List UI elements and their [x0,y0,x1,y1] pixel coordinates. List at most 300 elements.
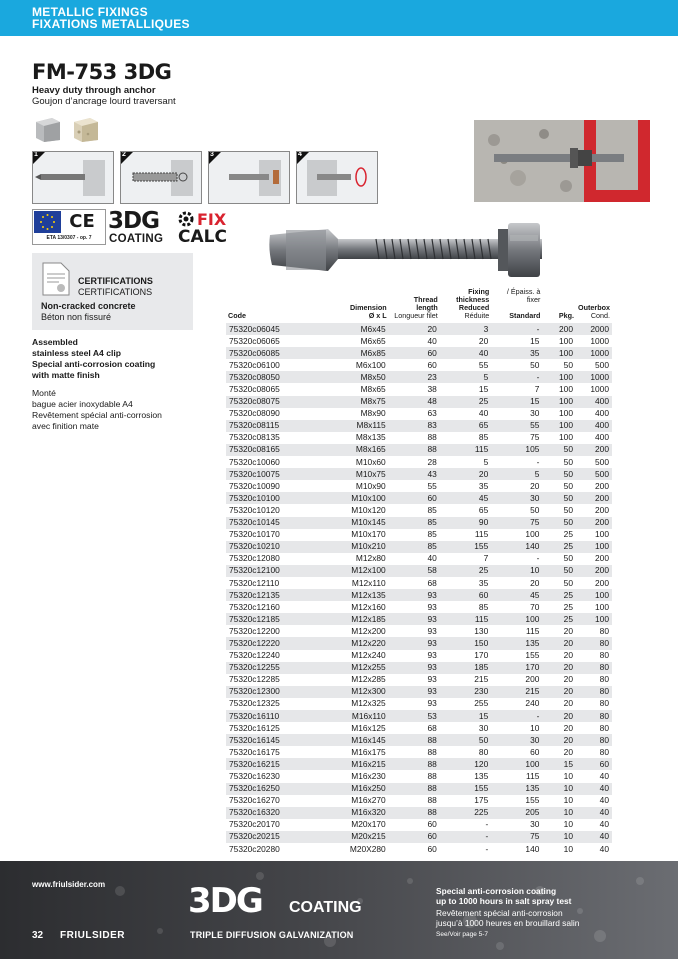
cell-dimension: M12x285 [311,674,389,686]
cell-outerbox: 60 [576,758,612,770]
table-row [226,347,612,359]
cell-reduced: 185 [440,662,491,674]
page-footer [0,861,678,959]
table-row [226,843,612,855]
cell-reduced: 55 [440,359,491,371]
cell-reduced: 115 [440,529,491,541]
table-row [226,408,612,420]
cell-standard: 105 [491,444,542,456]
concrete-type-fr: Béton non fissuré [41,312,112,322]
table-row [226,553,612,565]
cell-pkg: 10 [542,843,576,855]
install-step-2 [120,151,202,204]
cell-reduced: 15 [440,383,491,395]
cell-reduced: - [440,843,491,855]
cell-reduced: 40 [440,347,491,359]
cell-pkg: 10 [542,783,576,795]
cell-pkg: 50 [542,504,576,516]
cell-outerbox: 100 [576,529,612,541]
cell-code: 75320c12100 [226,565,311,577]
cell-reduced: 155 [440,783,491,795]
cell-outerbox: 200 [576,444,612,456]
cell-outerbox: 80 [576,722,612,734]
cell-pkg: 20 [542,674,576,686]
3dg-coating-label: COATING [109,233,164,245]
cell-outerbox: 80 [576,734,612,746]
install-step-3 [208,151,290,204]
ce-certificate-badge [32,209,106,245]
cell-outerbox: 400 [576,396,612,408]
cell-code: 75320c16175 [226,746,311,758]
cell-pkg: 100 [542,347,576,359]
table-row [226,504,612,516]
cell-outerbox: 1000 [576,383,612,395]
table-row [226,456,612,468]
cell-standard: 30 [491,492,542,504]
cell-outerbox: 200 [576,504,612,516]
cell-code: 75320c10090 [226,480,311,492]
cell-standard: 15 [491,396,542,408]
table-row [226,371,612,383]
cell-reduced: 115 [440,444,491,456]
description-fr-line: bague acier inoxydable A4 [32,399,133,409]
calc-label: CALC [178,227,227,247]
cell-pkg: 20 [542,686,576,698]
3dg-coating-logo: 3DG [108,208,159,234]
cell-dimension: M16x125 [311,722,389,734]
cell-pkg: 10 [542,807,576,819]
footer-tagline: TRIPLE DIFFUSION GALVANIZATION [190,930,354,940]
description-fr-line: avec finition mate [32,421,99,431]
cell-outerbox: 1000 [576,347,612,359]
cell-thread: 40 [389,335,440,347]
fix-label: FIX [197,210,227,229]
cell-pkg: 10 [542,831,576,843]
cell-code: 75320c16110 [226,710,311,722]
certifications-title-en: CERTIFICATIONS [78,276,153,286]
cell-outerbox: 100 [576,589,612,601]
cell-outerbox: 100 [576,613,612,625]
cell-thread: 88 [389,795,440,807]
col-dimension: Dimension Ø x L [311,287,389,323]
col-pkg: Pkg. [542,287,576,323]
cell-standard: 35 [491,347,542,359]
cell-thread: 63 [389,408,440,420]
cell-reduced: 20 [440,335,491,347]
cell-reduced: 5 [440,456,491,468]
cell-dimension: M16x145 [311,734,389,746]
cell-thread: 93 [389,613,440,625]
cell-reduced: 20 [440,468,491,480]
cell-code: 75320c20170 [226,819,311,831]
cell-code: 75320c10100 [226,492,311,504]
cell-pkg: 50 [542,456,576,468]
cell-code: 75320c12255 [226,662,311,674]
cell-outerbox: 80 [576,637,612,649]
cell-outerbox: 80 [576,625,612,637]
cell-thread: 53 [389,710,440,722]
cell-code: 75320c10120 [226,504,311,516]
cell-code: 75320c10075 [226,468,311,480]
cell-code: 75320c12185 [226,613,311,625]
eu-flag-icon [34,211,61,233]
cell-code: 75320c20280 [226,843,311,855]
cell-code: 75320c08115 [226,420,311,432]
cell-dimension: M12x220 [311,637,389,649]
cell-dimension: M6x65 [311,335,389,347]
cell-standard: 155 [491,795,542,807]
cell-dimension: M16x175 [311,746,389,758]
cell-reduced: 225 [440,807,491,819]
cell-code: 75320c16230 [226,770,311,782]
cell-reduced: 85 [440,601,491,613]
table-row [226,831,612,843]
table-row [226,480,612,492]
cell-dimension: M12x110 [311,577,389,589]
table-row [226,819,612,831]
cell-outerbox: 2000 [576,323,612,336]
cell-code: 75320c12240 [226,650,311,662]
footer-coating-line-en2: up to 1000 hours in salt spray test [436,896,572,906]
cell-reduced: 7 [440,553,491,565]
cell-pkg: 25 [542,529,576,541]
cell-thread: 83 [389,420,440,432]
cell-pkg: 50 [542,577,576,589]
cell-code: 75320c12160 [226,601,311,613]
cell-thread: 88 [389,444,440,456]
cell-thread: 20 [389,323,440,336]
cell-reduced: 25 [440,396,491,408]
cell-code: 75320c12200 [226,625,311,637]
cell-thread: 60 [389,831,440,843]
cell-thread: 60 [389,819,440,831]
cell-reduced: 40 [440,408,491,420]
cell-thread: 93 [389,625,440,637]
table-row [226,541,612,553]
section-title-en: METALLIC FIXINGS [32,5,148,19]
cell-pkg: 25 [542,541,576,553]
cell-standard: 30 [491,734,542,746]
cell-code: 75320c08065 [226,383,311,395]
cell-dimension: M12x300 [311,686,389,698]
cell-code: 75320c16125 [226,722,311,734]
cell-standard: 215 [491,686,542,698]
cell-pkg: 50 [542,492,576,504]
cell-dimension: M8x135 [311,432,389,444]
table-row [226,444,612,456]
product-spec-table [226,287,612,855]
cell-thread: 93 [389,601,440,613]
cell-thread: 88 [389,783,440,795]
cell-thread: 88 [389,734,440,746]
product-subtitle-fr: Goujon d’ancrage lourd traversant [32,96,176,107]
cell-standard: 30 [491,819,542,831]
cell-outerbox: 1000 [576,335,612,347]
cell-reduced: 85 [440,432,491,444]
cell-thread: 85 [389,529,440,541]
col-code: Code [226,287,311,323]
table-row [226,746,612,758]
cell-reduced: 80 [440,746,491,758]
cell-pkg: 10 [542,795,576,807]
cell-standard: 60 [491,746,542,758]
concrete-type-en: Non-cracked concrete [41,301,136,311]
cell-reduced: 170 [440,650,491,662]
cell-reduced: 90 [440,517,491,529]
cell-code: 75320c16250 [226,783,311,795]
cell-thread: 93 [389,698,440,710]
cell-code: 75320c10170 [226,529,311,541]
tighten-icon [297,152,377,203]
cell-standard: 135 [491,637,542,649]
table-row [226,770,612,782]
cell-standard: 10 [491,565,542,577]
cell-reduced: 30 [440,722,491,734]
cell-reduced: 230 [440,686,491,698]
cell-thread: 48 [389,396,440,408]
footer-3dg-logo: 3DG [188,881,262,921]
cell-standard: 170 [491,662,542,674]
cell-outerbox: 80 [576,746,612,758]
footer-coating-line-en1: Special anti-corrosion coating [436,886,557,896]
cell-outerbox: 80 [576,698,612,710]
cell-code: 75320c08135 [226,432,311,444]
table-row [226,468,612,480]
cell-dimension: M16x110 [311,710,389,722]
cell-thread: 58 [389,565,440,577]
cell-pkg: 20 [542,710,576,722]
cell-outerbox: 100 [576,601,612,613]
cell-dimension: M12x100 [311,565,389,577]
cell-pkg: 20 [542,698,576,710]
cell-pkg: 50 [542,359,576,371]
table-row [226,625,612,637]
col-fixing-standard: / Épaiss. à fixer Standard [491,287,542,323]
cell-outerbox: 1000 [576,371,612,383]
cell-standard: 200 [491,674,542,686]
gear-icon [178,211,194,227]
cell-code: 75320c12325 [226,698,311,710]
table-row [226,577,612,589]
cell-dimension: M10x145 [311,517,389,529]
cell-reduced: 60 [440,589,491,601]
cell-pkg: 10 [542,770,576,782]
cell-standard: 155 [491,650,542,662]
cell-pkg: 100 [542,335,576,347]
description-en-line: Special anti-corrosion coating [32,359,156,369]
table-row [226,758,612,770]
eta-reference: ETA 13/0307 - op. 7 [46,235,92,241]
footer-coating-line-fr1: Revêtement spécial anti-corrosion [436,908,563,918]
table-row [226,359,612,371]
table-row [226,637,612,649]
cell-dimension: M8x75 [311,396,389,408]
cell-pkg: 200 [542,323,576,336]
cell-outerbox: 200 [576,480,612,492]
cell-reduced: - [440,831,491,843]
cell-standard: - [491,710,542,722]
cell-code: 75320c16145 [226,734,311,746]
cell-outerbox: 40 [576,819,612,831]
concrete-material-icon [32,114,62,144]
cell-outerbox: 80 [576,674,612,686]
cell-dimension: M10x90 [311,480,389,492]
cell-code: 75320c20215 [226,831,311,843]
cell-code: 75320c08075 [226,396,311,408]
cell-code: 75320c08050 [226,371,311,383]
cell-code: 75320c06085 [226,347,311,359]
cell-outerbox: 400 [576,420,612,432]
cell-outerbox: 200 [576,577,612,589]
cell-dimension: M12x240 [311,650,389,662]
cell-pkg: 50 [542,553,576,565]
cell-standard: 140 [491,843,542,855]
cell-pkg: 25 [542,613,576,625]
product-subtitle-en: Heavy duty through anchor [32,85,156,96]
cell-reduced: 215 [440,674,491,686]
cell-thread: 93 [389,650,440,662]
cell-reduced: 255 [440,698,491,710]
cell-standard: 45 [491,589,542,601]
cell-reduced: 150 [440,637,491,649]
table-row [226,710,612,722]
brand-name: FRIULSIDER [60,930,125,941]
cell-standard: 140 [491,541,542,553]
cell-pkg: 20 [542,637,576,649]
cell-outerbox: 40 [576,807,612,819]
cell-dimension: M12x80 [311,553,389,565]
cell-dimension: M16x270 [311,795,389,807]
table-row [226,335,612,347]
cell-thread: 43 [389,468,440,480]
cell-thread: 28 [389,456,440,468]
cell-reduced: 65 [440,420,491,432]
cell-standard: - [491,323,542,336]
cell-pkg: 100 [542,408,576,420]
cell-thread: 68 [389,577,440,589]
cell-thread: 55 [389,480,440,492]
cell-dimension: M12x255 [311,662,389,674]
cell-thread: 60 [389,843,440,855]
cell-dimension: M10x100 [311,492,389,504]
table-row [226,517,612,529]
step-number: 3 [210,151,214,158]
cell-standard: 55 [491,420,542,432]
step-number: 2 [122,151,126,158]
installed-anchor-illustration [474,120,650,202]
cell-standard: 70 [491,601,542,613]
cell-standard: 10 [491,722,542,734]
cell-pkg: 10 [542,819,576,831]
cell-pkg: 15 [542,758,576,770]
cell-dimension: M10x210 [311,541,389,553]
cell-code: 75320c12300 [226,686,311,698]
cell-outerbox: 500 [576,456,612,468]
cell-pkg: 20 [542,734,576,746]
table-row [226,323,612,336]
cell-standard: - [491,371,542,383]
cell-thread: 85 [389,541,440,553]
cell-code: 75320c16215 [226,758,311,770]
cell-outerbox: 80 [576,710,612,722]
cell-code: 75320c12285 [226,674,311,686]
description-en-line: Assembled [32,337,78,347]
step-number: 1 [34,151,38,158]
cell-standard: 30 [491,408,542,420]
table-row [226,686,612,698]
cell-pkg: 20 [542,625,576,637]
cell-dimension: M16x320 [311,807,389,819]
cell-standard: 20 [491,480,542,492]
cell-thread: 23 [389,371,440,383]
cell-dimension: M12x325 [311,698,389,710]
cell-dimension: M8x50 [311,371,389,383]
table-row [226,674,612,686]
cell-dimension: M6x100 [311,359,389,371]
cell-standard: 115 [491,770,542,782]
description-en-line: stainless steel A4 clip [32,348,122,358]
cell-outerbox: 200 [576,553,612,565]
cell-thread: 40 [389,553,440,565]
cell-dimension: M8x115 [311,420,389,432]
cell-dimension: M6x85 [311,347,389,359]
table-row [226,565,612,577]
cell-reduced: - [440,819,491,831]
cell-outerbox: 40 [576,843,612,855]
table-row [226,529,612,541]
description-fr-line: Monté [32,388,56,398]
cell-standard: - [491,553,542,565]
cell-thread: 85 [389,504,440,516]
footer-coating-label: COATING [289,899,362,916]
cell-pkg: 100 [542,432,576,444]
cell-code: 75320c12110 [226,577,311,589]
table-row [226,383,612,395]
cell-standard: 240 [491,698,542,710]
cell-code: 75320c10210 [226,541,311,553]
cell-reduced: 50 [440,734,491,746]
cell-thread: 88 [389,758,440,770]
cell-code: 75320c08165 [226,444,311,456]
cell-thread: 85 [389,517,440,529]
stone-material-icon [70,114,100,144]
cell-code: 75320c06065 [226,335,311,347]
cell-reduced: 120 [440,758,491,770]
cell-standard: 50 [491,504,542,516]
cell-standard: 100 [491,613,542,625]
cell-code: 75320c10145 [226,517,311,529]
cell-thread: 93 [389,686,440,698]
cell-reduced: 45 [440,492,491,504]
cell-dimension: M20x170 [311,819,389,831]
table-row [226,432,612,444]
table-row [226,396,612,408]
website-link[interactable]: www.friulsider.com [32,880,106,889]
cell-code: 75320c06045 [226,323,311,336]
cell-reduced: 175 [440,795,491,807]
table-row [226,795,612,807]
drill-icon [33,152,113,203]
cell-pkg: 20 [542,662,576,674]
cell-thread: 60 [389,359,440,371]
cell-pkg: 100 [542,383,576,395]
cell-code: 75320c08090 [226,408,311,420]
cell-standard: 50 [491,359,542,371]
certifications-box [32,253,193,330]
cell-dimension: M12x185 [311,613,389,625]
cell-outerbox: 200 [576,492,612,504]
cell-outerbox: 40 [576,795,612,807]
